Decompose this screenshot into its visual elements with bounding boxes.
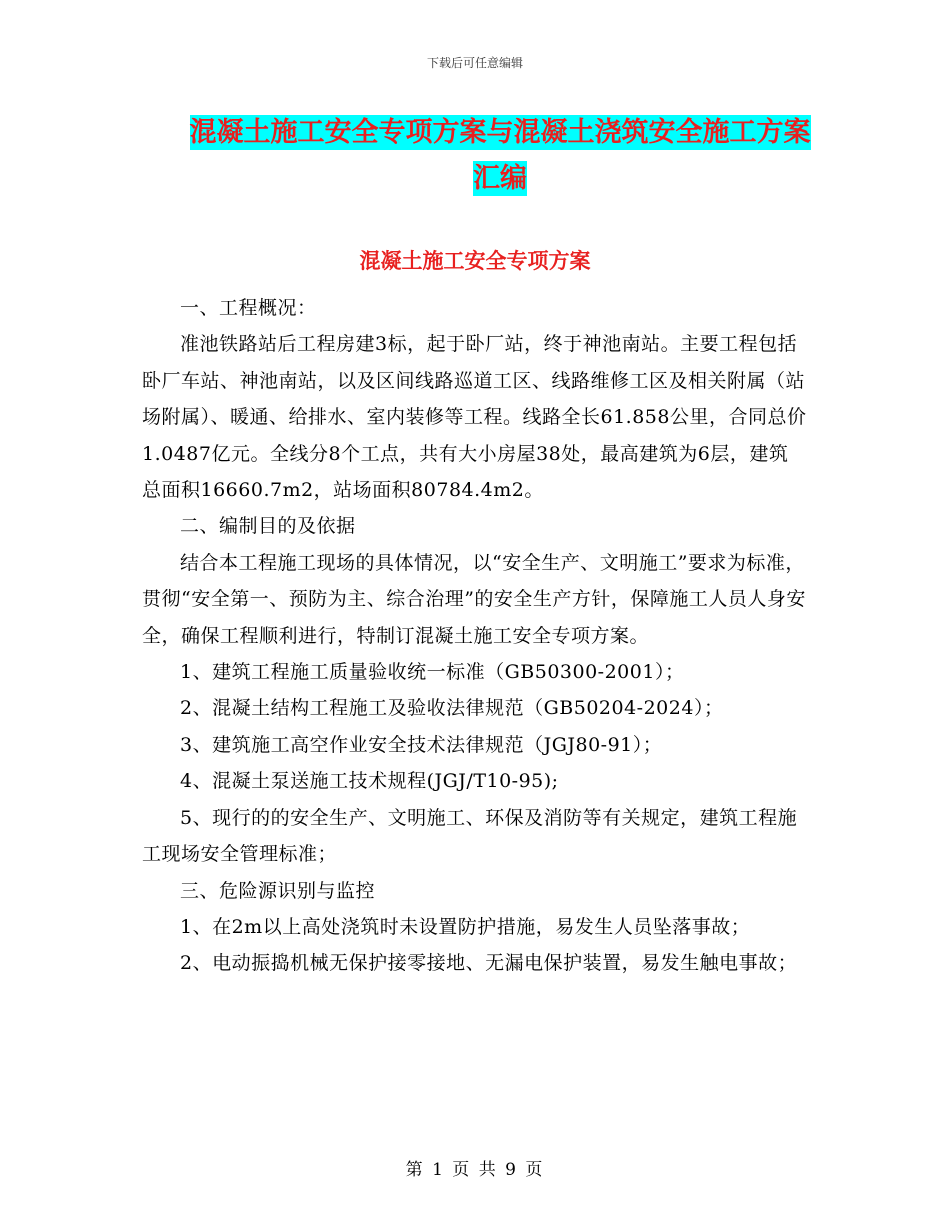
section-title: 混凝土施工安全专项方案	[359, 249, 591, 273]
document-title-line2: 汇编	[473, 163, 527, 194]
heading-purpose-basis: 二、编制目的及依据	[180, 515, 356, 538]
paragraph-purpose: 结合本工程施工现场的具体情况，以“安全生产、文明施工”要求为标准，贯彻“安全第一、预防为主、综合治理”的安全生产方针，保障施工人员人身安全，确保工程顺利进行，特制订混凝土施工安全专项方案。	[142, 551, 806, 647]
list-item-basis-2: 2、混凝土结构工程施工及验收法律规范（GB50204-2024）；	[180, 697, 724, 720]
list-item-basis-1: 1、建筑工程施工质量验收统一标准（GB50300-2001）；	[180, 661, 685, 684]
list-item-basis-5: 5、现行的的安全生产、文明施工、环保及消防等有关规定，建筑工程施工现场安全管理标准；	[142, 806, 798, 866]
paragraph-project-overview: 准池铁路站后工程房建3标，起于卧厂站，终于神池南站。主要工程包括卧厂车站、神池南站，以及区间线路巡道工区、线路维修工区及相关附属（站场附属）、暖通、给排水、室内装修等工程。线路全长61.858公里，合同总价1.0487亿元。全线分8个工点，共有大小房屋38处，最高建筑为6层，建筑总面积16660.7m2，站场面积80784.4m2。	[142, 333, 807, 502]
list-item-hazard-1: 1、在2m以上高处浇筑时未设置防护措施，易发生人员坠落事故；	[180, 915, 751, 938]
page-header-note: 下载后可任意编辑	[426, 56, 523, 70]
heading-hazard-identification: 三、危险源识别与监控	[180, 879, 376, 902]
document-body	[142, 290, 807, 982]
list-item-basis-4: 4、混凝土泵送施工技术规程(JGJ/T10-95);	[180, 770, 559, 793]
heading-project-overview: 一、工程概况：	[180, 297, 317, 319]
document-title-line1: 混凝土施工安全专项方案与混凝土浇筑安全施工方案	[189, 117, 811, 148]
page-footer-number: 第 1 页 共 9 页	[405, 1160, 545, 1180]
document-title	[120, 110, 880, 202]
list-item-hazard-2: 2、电动振捣机械无保护接零接地、无漏电保护装置，易发生触电事故；	[180, 952, 798, 975]
list-item-basis-3: 3、建筑施工高空作业安全技术法律规范（JGJ80-91）；	[180, 733, 663, 756]
